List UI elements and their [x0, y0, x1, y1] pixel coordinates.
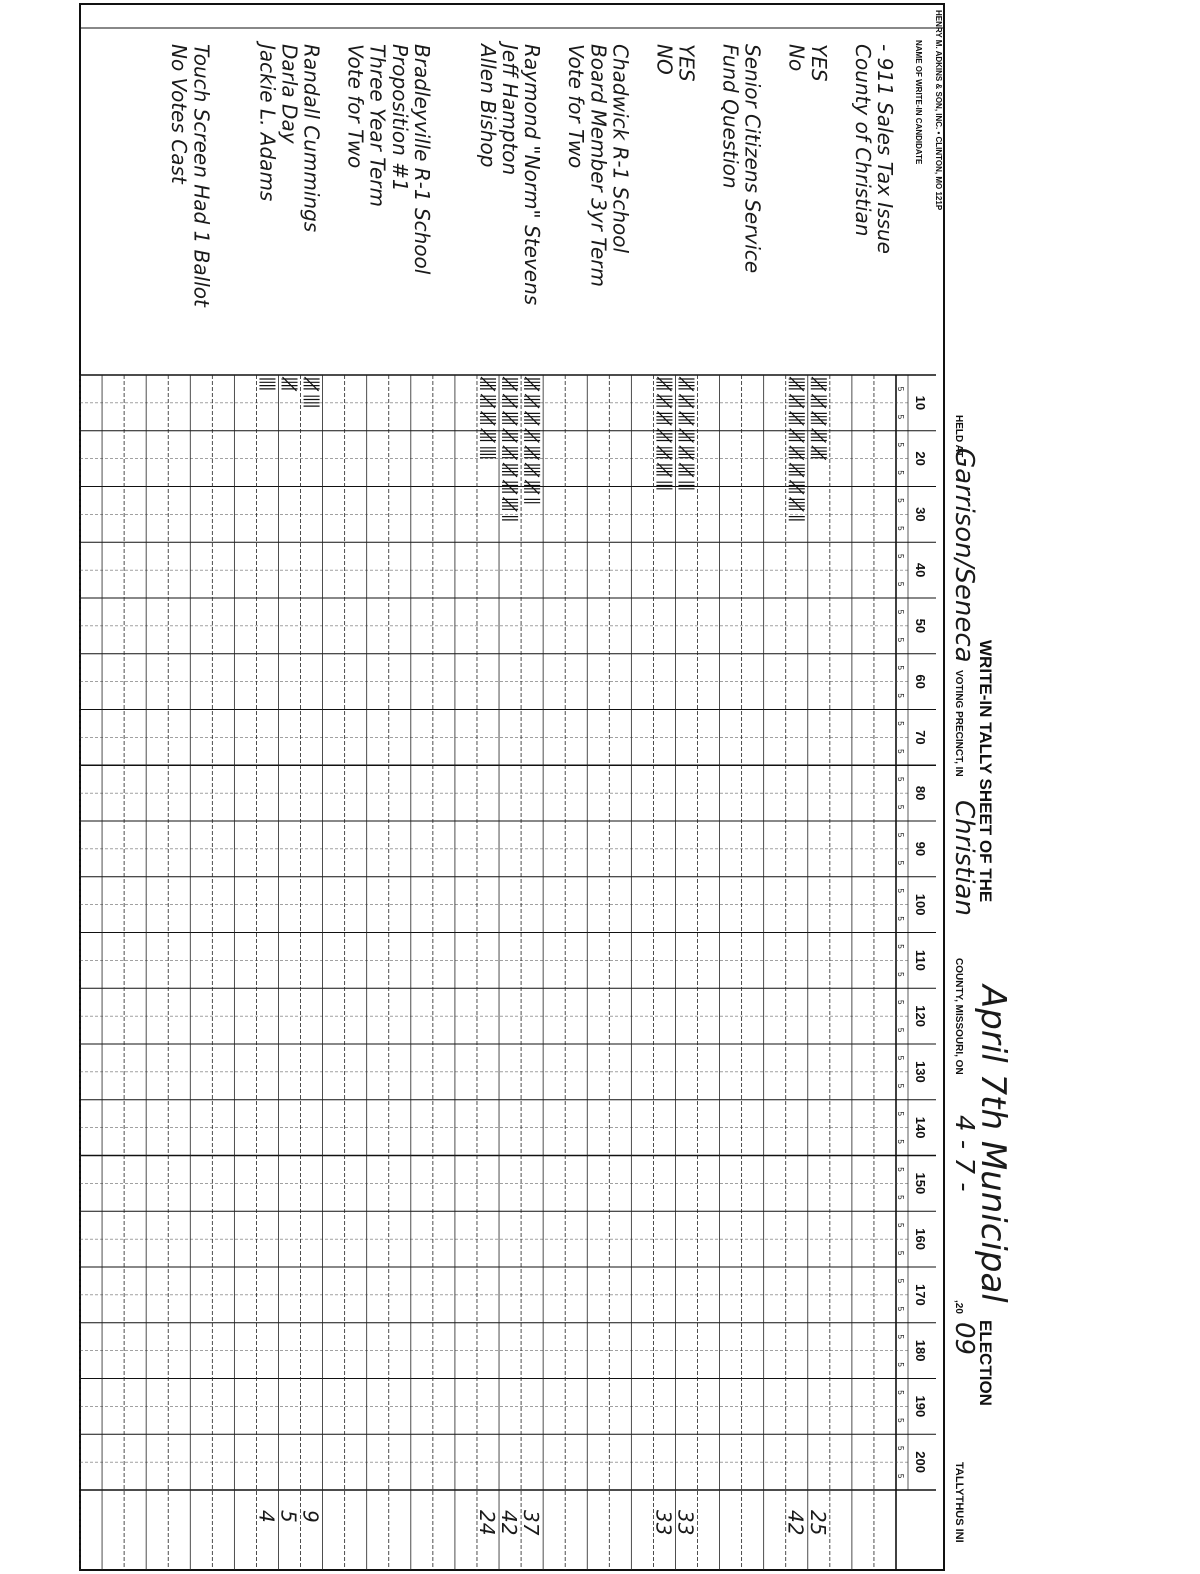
tally-column-label: 120 — [913, 1005, 928, 1027]
candidate-name: Raymond "Norm" Stevens — [520, 44, 545, 306]
candidate-name: Jackie L. Adams — [255, 44, 280, 202]
sub-tick-label: 5 — [896, 1027, 905, 1033]
sub-tick-label: 5 — [896, 442, 905, 447]
sub-tick-label: 5 — [896, 414, 905, 420]
candidate-name: Proposition #1 — [387, 44, 412, 192]
total-value: 33 — [651, 1510, 676, 1536]
candidate-name: Vote for Two — [343, 44, 368, 169]
tally-column-label: 150 — [913, 1172, 928, 1195]
sub-tick-label: 5 — [896, 553, 905, 559]
sub-tick-label: 5 — [896, 1083, 905, 1089]
corner-mark: TALLYTHUS INI — [953, 1462, 965, 1543]
candidate-name: Three Year Term — [365, 44, 390, 207]
candidate-name: Senior Citizens Service — [740, 44, 765, 274]
tally-column-label: 80 — [913, 785, 928, 801]
candidate-name: Bradleyville R-1 School — [409, 44, 434, 275]
precinct-label: VOTING PRECINCT, IN — [953, 670, 964, 777]
candidate-name: No — [784, 44, 809, 72]
candidate-name: Fund Question — [718, 44, 743, 189]
sub-tick-label: 5 — [896, 1167, 905, 1172]
county-value: Christian — [949, 800, 979, 916]
sub-tick-label: 5 — [896, 860, 905, 866]
table-row — [410, 44, 434, 275]
table-row — [366, 44, 390, 207]
table-row — [873, 44, 897, 254]
county-label: COUNTY, MISSOURI, ON — [953, 958, 964, 1075]
election-name: April 7th Municipal — [973, 985, 1013, 1303]
table-row — [189, 44, 213, 308]
election-label: ELECTION — [976, 1320, 995, 1406]
candidate-name: YES — [806, 44, 831, 82]
tally-column-label: 160 — [913, 1228, 928, 1250]
table-row — [608, 44, 632, 253]
sub-tick-label: 5 — [896, 776, 905, 782]
candidate-name: Board Member 3yr Term — [586, 44, 611, 288]
candidate-name: Allen Bishop — [475, 44, 500, 168]
tally-column-label: 50 — [913, 618, 928, 634]
total-value: 4 — [254, 1510, 279, 1523]
tally-column-label: 70 — [913, 730, 928, 745]
sub-tick-label: 5 — [896, 1195, 905, 1200]
candidate-name: NO — [652, 44, 677, 75]
sub-tick-label: 5 — [896, 972, 905, 977]
total-value: 25 — [805, 1510, 830, 1536]
candidate-name: No Votes Cast — [167, 44, 192, 184]
sub-tick-label: 5 — [896, 526, 905, 531]
tally-column-label: 130 — [913, 1061, 928, 1083]
sub-tick-label: 5 — [896, 1306, 905, 1312]
sub-tick-label: 5 — [896, 498, 905, 503]
tally-column-label: 10 — [913, 395, 928, 411]
sub-tick-label: 5 — [896, 804, 905, 810]
sub-tick-label: 5 — [896, 386, 905, 392]
column-label: NAME OF WRITE-IN CANDIDATE — [914, 40, 923, 165]
candidate-name: - 911 Sales Tax Issue — [872, 44, 897, 254]
tally-column-label: 200 — [913, 1451, 928, 1473]
sub-tick-label: 5 — [896, 1111, 905, 1116]
sub-tick-label: 5 — [896, 721, 905, 726]
tally-column-label: 30 — [913, 507, 928, 522]
sub-tick-label: 5 — [896, 1334, 905, 1339]
printer-line: HENRY M. ADKINS & SON, INC. • CLINTON, MO 121P — [934, 10, 943, 211]
table-row — [388, 44, 412, 192]
sub-tick-label: 5 — [896, 999, 905, 1005]
total-value: 42 — [497, 1510, 522, 1536]
sub-tick-label: 5 — [896, 832, 905, 838]
candidate-name: Jeff Hampton — [498, 44, 523, 176]
table-row — [586, 44, 610, 287]
total-value: 33 — [673, 1510, 698, 1536]
held-at-label: HELD AT — [953, 415, 964, 458]
sub-tick-label: 5 — [896, 916, 905, 921]
sub-tick-label: 5 — [896, 1418, 905, 1423]
total-value: 24 — [474, 1510, 499, 1536]
sub-tick-label: 5 — [896, 1278, 905, 1284]
year-value: 09 — [949, 1322, 979, 1356]
sub-tick-label: 5 — [896, 1250, 905, 1256]
sub-tick-label: 5 — [896, 693, 905, 698]
candidate-name: Touch Screen Had 1 Ballot — [189, 44, 214, 307]
tally-column-label: 90 — [913, 841, 928, 857]
sheet-title: WRITE-IN TALLY SHEET OF THE — [976, 640, 995, 903]
sub-tick-label: 5 — [896, 944, 905, 949]
tally-column-label: 190 — [913, 1395, 928, 1418]
tally-column-label: 170 — [913, 1284, 928, 1306]
sub-tick-label: 5 — [896, 1055, 905, 1061]
tally-column-label: 100 — [913, 893, 928, 916]
sub-tick-label: 5 — [896, 609, 905, 615]
candidate-name: YES — [674, 44, 699, 82]
candidate-name: Vote for Two — [564, 44, 589, 169]
candidate-name: Darla Day — [277, 44, 302, 144]
total-value: 37 — [519, 1510, 544, 1536]
candidate-name: Randall Cummings — [299, 44, 324, 233]
year-prefix: ,20 — [953, 1300, 964, 1314]
tally-column-label: 180 — [913, 1339, 928, 1362]
sub-tick-label: 5 — [896, 1473, 905, 1479]
sub-tick-label: 5 — [896, 1362, 905, 1367]
sub-tick-label: 5 — [896, 1390, 905, 1395]
tally-column-label: 110 — [913, 949, 928, 971]
sub-tick-label: 5 — [896, 1445, 905, 1451]
sub-tick-label: 5 — [896, 470, 905, 475]
sub-tick-label: 5 — [896, 888, 905, 893]
total-value: 42 — [783, 1510, 808, 1536]
total-value: 9 — [298, 1510, 323, 1523]
table-row — [851, 44, 875, 236]
candidate-name: Chadwick R-1 School — [608, 44, 633, 254]
table-row — [719, 44, 743, 189]
tally-column-label: 140 — [913, 1116, 928, 1139]
sub-tick-label: 5 — [896, 637, 905, 643]
held-at-value: Garrison/Seneca — [949, 448, 979, 663]
sub-tick-label: 5 — [896, 665, 905, 670]
candidate-name: County of Christian — [850, 44, 875, 237]
tally-column-label: 60 — [913, 674, 928, 689]
sub-tick-label: 5 — [896, 581, 905, 587]
sub-tick-label: 5 — [896, 749, 905, 754]
table-row — [741, 44, 765, 273]
tally-column-label: 40 — [913, 562, 928, 578]
total-value: 5 — [276, 1510, 301, 1523]
table-row — [564, 44, 588, 168]
table-row — [167, 44, 191, 185]
sub-tick-label: 5 — [896, 1139, 905, 1144]
date-value: 4 - 7 - — [949, 1115, 979, 1192]
tally-column-label: 20 — [913, 451, 928, 466]
table-row — [344, 44, 368, 168]
sub-tick-label: 5 — [896, 1222, 905, 1228]
